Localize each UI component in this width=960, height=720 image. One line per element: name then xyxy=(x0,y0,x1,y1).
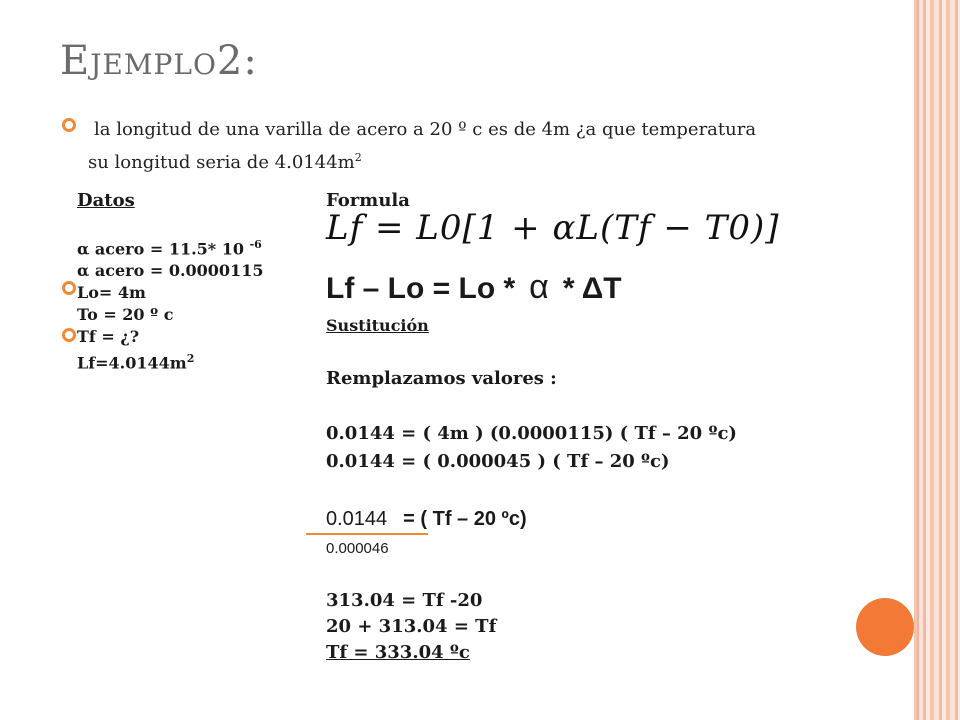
sustitucion-label: Sustitución xyxy=(326,316,429,335)
step-line: 313.04 = Tf -20 xyxy=(326,590,483,611)
datos-section xyxy=(77,190,263,375)
result-steps xyxy=(326,588,496,666)
datos-item xyxy=(77,304,263,326)
superscript: -6 xyxy=(249,238,262,251)
fraction-denominator: 0.000046 xyxy=(326,540,389,557)
bullet-icon xyxy=(62,328,76,342)
fraction-bar xyxy=(306,533,428,535)
datos-item xyxy=(77,234,263,260)
datos-item xyxy=(77,326,263,348)
alpha-symbol: α xyxy=(529,268,549,306)
datos-item xyxy=(77,348,263,374)
superscript: 2 xyxy=(186,352,195,366)
datos-item-text: Lf=4.0144m xyxy=(77,353,187,373)
datos-header: Datos xyxy=(77,190,135,211)
substitution-steps xyxy=(326,420,737,476)
problem-line-2-text: su longitud seria de 4.0144m xyxy=(88,152,355,173)
fraction-numerator: 0.0144 xyxy=(326,508,388,530)
problem-line-2 xyxy=(88,144,828,177)
step-line: 0.0144 = ( 4m ) (0.0000115) ( Tf – 20 ºc) xyxy=(326,423,737,444)
final-result: Tf = 333.04 ºc xyxy=(326,642,470,663)
decorative-stripe-border xyxy=(914,0,960,720)
step-line: 0.0144 = ( 0.000045 ) ( Tf – 20 ºc) xyxy=(326,451,670,472)
fraction xyxy=(326,508,527,557)
datos-item-text: To = 20 º c xyxy=(77,305,174,325)
step-line: 20 + 313.04 = Tf xyxy=(326,616,497,637)
big-formula xyxy=(326,268,622,307)
datos-item-text: α acero = 11.5* 10 xyxy=(77,239,244,259)
remplazamos-label: Remplazamos valores : xyxy=(326,368,557,389)
datos-item xyxy=(77,260,263,282)
slide-title: Ejemplo2: xyxy=(60,38,258,84)
decorative-circle xyxy=(856,598,914,656)
formula-equation-image: Lf = L0[1 + αL(Tf − T0)] xyxy=(326,208,780,248)
problem-line-1: la longitud de una varilla de acero a 20 º c es de 4m ¿a que temperatura xyxy=(94,119,757,140)
datos-item-text: Lo= 4m xyxy=(77,283,146,303)
datos-item-text: Tf = ¿? xyxy=(77,327,140,347)
problem-statement xyxy=(88,116,828,177)
superscript: 2 xyxy=(354,151,362,164)
fraction-equation: = ( Tf – 20 ºc) xyxy=(403,508,527,530)
big-formula-right: * ΔT xyxy=(562,272,622,305)
bullet-icon xyxy=(62,118,76,132)
datos-item-text: α acero = 0.0000115 xyxy=(77,261,264,281)
big-formula-left: Lf – Lo = Lo * xyxy=(326,272,516,305)
formula-header: Formula xyxy=(326,190,410,211)
bullet-icon xyxy=(62,281,76,295)
datos-item xyxy=(77,282,263,304)
decorative-vertical-line xyxy=(917,0,919,720)
